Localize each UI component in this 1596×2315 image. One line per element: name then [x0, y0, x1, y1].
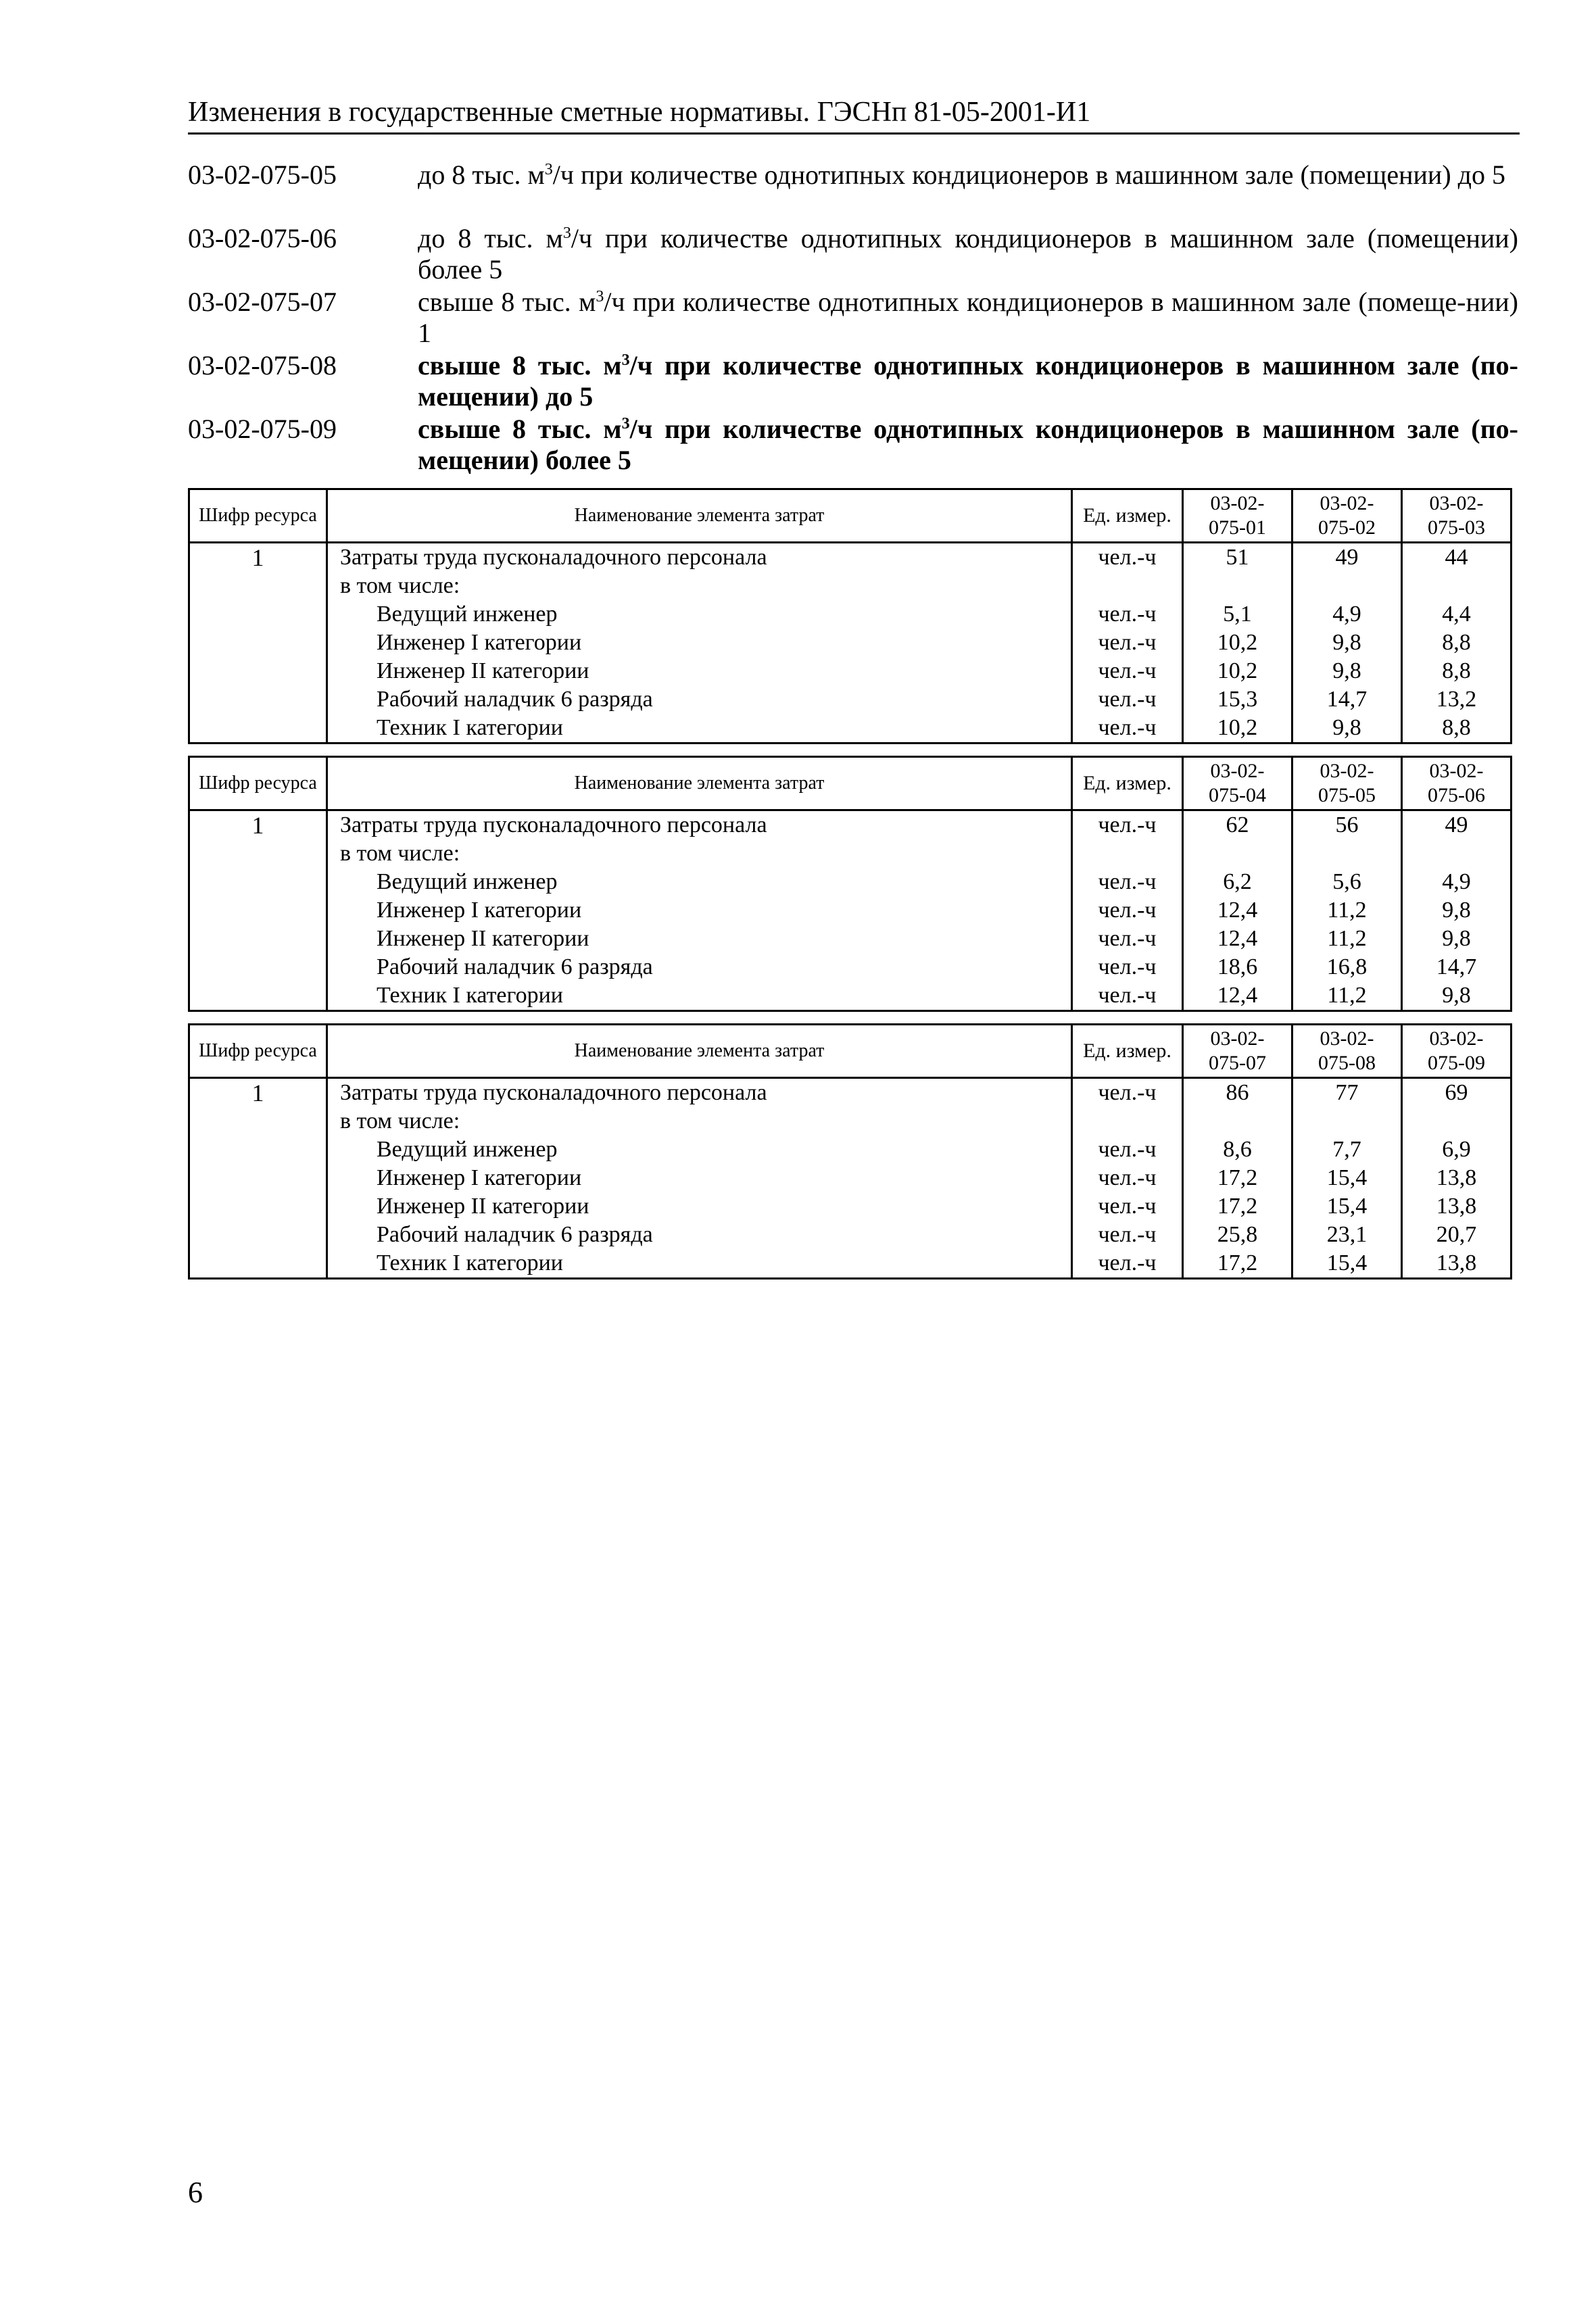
norm-code: 03-02-075-06 — [188, 223, 337, 253]
header-norm-code: 03-02- 075-02 — [1292, 489, 1402, 543]
norm-description: свыше 8 тыс. $м^3/ч$ при количестве однотипных кондиционеров в машинном зале (помеще-нии) 1 — [418, 287, 1519, 348]
header-norm-code: 03-02- 075-06 — [1402, 757, 1512, 810]
norm-code: 03-02-075-07 — [188, 287, 337, 317]
page-header — [188, 95, 1520, 135]
value-cell: 49 4,9 9,8 9,8 14,7 9,8 — [1292, 543, 1402, 744]
resource-code-cell: 1 — [189, 1078, 327, 1279]
norm-table — [188, 1023, 1512, 1280]
page-header-title: Изменения в государственные сметные нормативы. ГЭСНп 81-05-2001-И1 — [188, 97, 1091, 128]
value-cell: 62 6,2 12,4 12,4 18,6 12,4 — [1183, 810, 1292, 1011]
unit-cell: чел.-ч чел.-ч чел.-ч чел.-ч чел.-ч чел.-ч — [1072, 810, 1183, 1011]
element-name-cell: Затраты труда пусконаладочного персонала в том числе: Ведущий инженер Инженер I категории Инженер II категории Рабочий наладчик 6 разряда Техник I категории — [327, 1078, 1072, 1279]
value-cell: 77 7,7 15,4 15,4 23,1 15,4 — [1292, 1078, 1402, 1279]
norm-table — [188, 488, 1512, 744]
value-cell: 69 6,9 13,8 13,8 20,7 13,8 — [1402, 1078, 1512, 1279]
header-unit: Ед. измер. — [1072, 489, 1183, 543]
header-element-name: Наименование элемента затрат — [327, 757, 1072, 810]
norm-description: свыше 8 тыс. $м^3/ч$ при количестве однотипных кондиционеров в машинном зале (по-мещении) до 5 — [418, 350, 1518, 412]
element-name-cell: Затраты труда пусконаладочного персонала в том числе: Ведущий инженер Инженер I категории Инженер II категории Рабочий наладчик 6 разряда Техник I категории — [327, 810, 1072, 1011]
header-norm-code: 03-02- 075-08 — [1292, 1025, 1402, 1078]
norm-code: 03-02-075-05 — [188, 160, 337, 190]
value-cell: 51 5,1 10,2 10,2 15,3 10,2 — [1183, 543, 1292, 744]
header-resource-code: Шифр ресурса — [189, 1025, 327, 1078]
value-cell: 86 8,6 17,2 17,2 25,8 17,2 — [1183, 1078, 1292, 1279]
header-element-name: Наименование элемента затрат — [327, 489, 1072, 543]
header-norm-code: 03-02- 075-04 — [1183, 757, 1292, 810]
header-norm-code: 03-02- 075-01 — [1183, 489, 1292, 543]
norm-description: до 8 тыс. $м^3/ч$ при количестве однотипных кондиционеров в машинном зале (помещении) до 5 — [418, 160, 1505, 190]
header-norm-code: 03-02- 075-07 — [1183, 1025, 1292, 1078]
value-cell: 49 4,9 9,8 9,8 14,7 9,8 — [1402, 810, 1512, 1011]
element-name-cell: Затраты труда пусконаладочного персонала в том числе: Ведущий инженер Инженер I категории Инженер II категории Рабочий наладчик 6 разряда Техник I категории — [327, 543, 1072, 744]
page-number: 6 — [188, 2176, 203, 2209]
resource-code-cell: 1 — [189, 543, 327, 744]
norm-description: до 8 тыс. $м^3/ч$ при количестве однотипных кондиционеров в машинном зале (помещении) более 5 — [418, 223, 1518, 285]
table-row — [189, 543, 1512, 744]
header-norm-code: 03-02- 075-09 — [1402, 1025, 1512, 1078]
table-row — [189, 810, 1512, 1011]
unit-cell: чел.-ч чел.-ч чел.-ч чел.-ч чел.-ч чел.-ч — [1072, 543, 1183, 744]
value-cell: 56 5,6 11,2 11,2 16,8 11,2 — [1292, 810, 1402, 1011]
norm-code: 03-02-075-09 — [188, 414, 337, 444]
norm-description: свыше 8 тыс. $м^3/ч$ при количестве однотипных кондиционеров в машинном зале (по-мещении) более 5 — [418, 414, 1518, 475]
header-unit: Ед. измер. — [1072, 1025, 1183, 1078]
header-resource-code: Шифр ресурса — [189, 757, 327, 810]
table-row — [189, 1078, 1512, 1279]
resource-code-cell: 1 — [189, 810, 327, 1011]
norm-code: 03-02-075-08 — [188, 350, 337, 381]
header-resource-code: Шифр ресурса — [189, 489, 327, 543]
header-element-name: Наименование элемента затрат — [327, 1025, 1072, 1078]
value-cell: 44 4,4 8,8 8,8 13,2 8,8 — [1402, 543, 1512, 744]
norm-table — [188, 756, 1512, 1012]
table-header-row — [189, 1025, 1512, 1078]
header-norm-code: 03-02- 075-03 — [1402, 489, 1512, 543]
unit-cell: чел.-ч чел.-ч чел.-ч чел.-ч чел.-ч чел.-ч — [1072, 1078, 1183, 1279]
header-unit: Ед. измер. — [1072, 757, 1183, 810]
header-norm-code: 03-02- 075-05 — [1292, 757, 1402, 810]
table-header-row — [189, 489, 1512, 543]
table-header-row — [189, 757, 1512, 810]
